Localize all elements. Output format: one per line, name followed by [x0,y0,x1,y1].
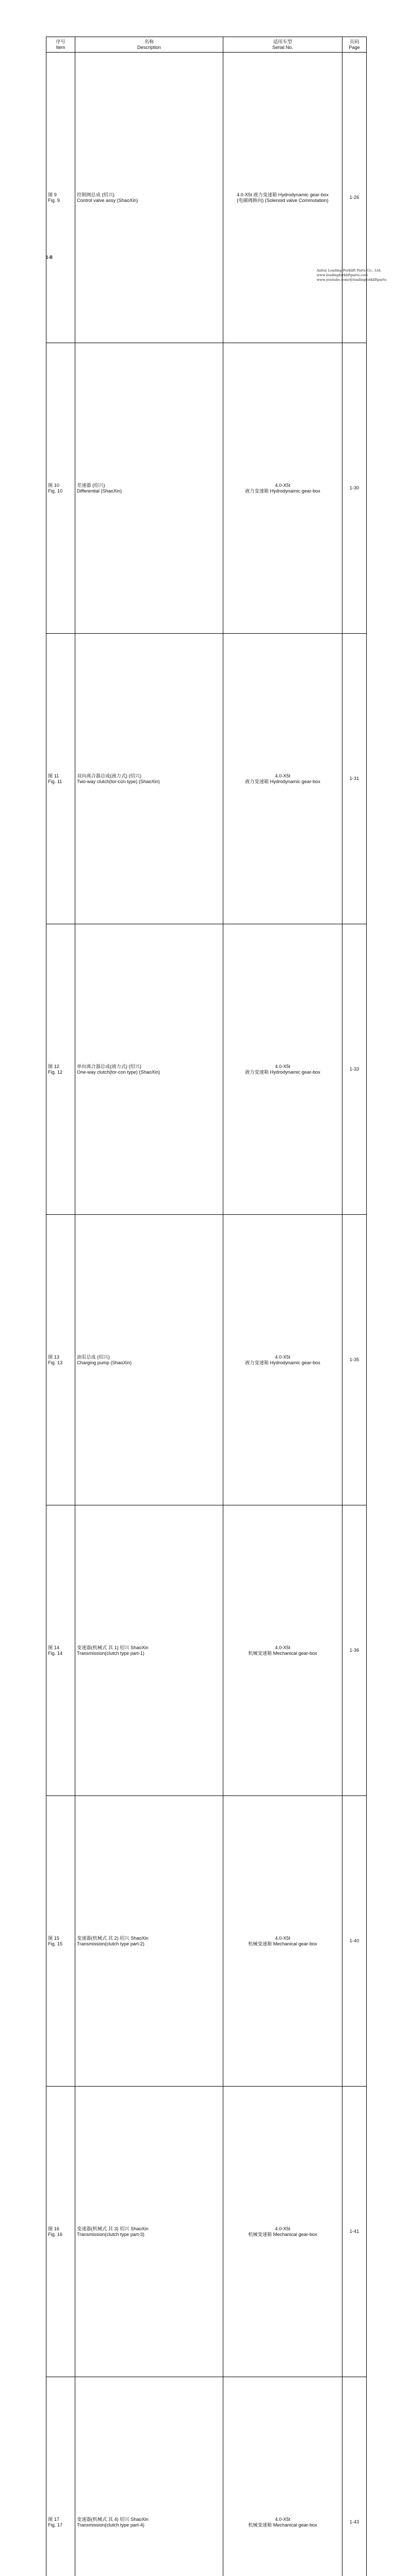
serial-line-1: 4.0-X5t [225,1936,340,1941]
description-cell [75,1796,223,2087]
serial-line-1: 4.0-X5t [225,1064,340,1070]
page-cell [342,343,367,634]
item-cell [46,924,75,1215]
page-cell [342,1796,367,2087]
item-cn: 图 10 [48,483,73,488]
page-number: 1-40 [344,1938,365,1944]
description-cn: 单向离合器总成(液力式) (绍兴) [77,1064,221,1070]
page-cell [342,2087,367,2377]
serial-line-1: 4.0-X5t [225,1645,340,1651]
serial-line-2: 液力变速箱 Hydrodynamic gear-box [225,1070,340,1075]
header-page: 页码 Page [342,37,367,53]
description-cn: 变速器(机械式 其 2) 绍兴 ShaoXin [77,1936,221,1941]
description-en: Transmission(clutch type part-1) [77,1651,221,1656]
company-name: Anhui Loading Forklift Parts Co., Ltd. [317,268,386,273]
serial-line-1: 4.0-X5t [225,773,340,779]
description-cell [75,1505,223,1796]
table-row [46,2377,367,2576]
description-en: Charging pump (ShaoXin) [77,1360,221,1366]
item-cell [46,1215,75,1505]
company-info [317,268,386,282]
item-cn: 图 11 [48,773,73,779]
description-en: Transmission(clutch type part-4) [77,2522,221,2528]
serial-line-2: 液力变速箱 Hydrodynamic gear-box [225,779,340,785]
parts-index-table [46,37,367,2576]
company-youtube: www.youtube.com/@loadingforkliftparts [317,278,386,282]
item-cell [46,634,75,924]
page-cell [342,1505,367,1796]
description-cn: 变速器(机械式 其 3) 绍兴 ShaoXin [77,2226,221,2232]
serial-line-1: 4.0-X5t 液力变速箱 Hydrodynamic gear-box [225,192,340,198]
description-cell [75,1215,223,1505]
header-description: 名称 Description [75,37,223,53]
item-cell [46,2377,75,2576]
serial-line-2: 机械变速箱 Mechanical gear-box [225,1941,340,1947]
header-item: 序号 Item [46,37,75,53]
item-en: Fig. 17 [48,2522,73,2528]
item-cell [46,1505,75,1796]
page-cell [342,634,367,924]
serial-cell [223,2377,342,2576]
table-row [46,53,367,343]
item-cell [46,2087,75,2377]
item-cn: 图 17 [48,2517,73,2522]
description-cn: 油泵总成 (绍兴) [77,1354,221,1360]
item-cell [46,53,75,343]
page-number: 1-35 [344,1357,365,1363]
item-en: Fig. 10 [48,488,73,494]
page-number: 1-31 [344,776,365,782]
page-cell [342,2377,367,2576]
table-row [46,2087,367,2377]
page-code: 1-B [46,255,53,260]
table-row [46,343,367,634]
item-cn: 图 14 [48,1645,73,1651]
table-row [46,634,367,924]
item-cn: 图 12 [48,1064,73,1070]
serial-line-2: 液力变速箱 Hydrodynamic gear-box [225,1360,340,1366]
item-en: Fig. 11 [48,779,73,785]
table-row [46,1215,367,1505]
description-cell [75,924,223,1215]
company-website: www.loadingforkliftparts.com [317,273,386,278]
page-number: 1-43 [344,2519,365,2525]
item-en: Fig. 9 [48,198,73,204]
description-cell [75,2377,223,2576]
description-en: One-way clutch(tor-con type) (ShaoXin) [77,1070,221,1075]
serial-line-1: 4.0-X5t [225,2517,340,2522]
header-serial: 适用车型 Serial No. [223,37,342,53]
description-cell [75,634,223,924]
table-row [46,924,367,1215]
description-en: Transmission(clutch type part-2) [77,1941,221,1947]
table-row [46,1796,367,2087]
page-number: 1-36 [344,1648,365,1653]
item-en: Fig. 13 [48,1360,73,1366]
description-en: Transmission(clutch type part-3) [77,2232,221,2238]
page-number: 1-30 [344,485,365,491]
description-cn: 双向离合器总成(液力式) (绍兴) [77,773,221,779]
item-cn: 图 16 [48,2226,73,2232]
serial-line-1: 4.0-X5t [225,2226,340,2232]
serial-cell [223,634,342,924]
serial-cell [223,2087,342,2377]
description-cn: 变速器(机械式 其 4) 绍兴 ShaoXin [77,2517,221,2522]
serial-line-2: 机械变速箱 Mechanical gear-box [225,1651,340,1656]
description-en: Differential (ShaoXin) [77,488,221,494]
description-cell [75,343,223,634]
description-cn: 变速器(机械式 其 1) 绍兴 ShaoXin [77,1645,221,1651]
serial-cell [223,1215,342,1505]
description-cn: 控制阀总成 (绍兴) [77,192,221,198]
item-cn: 图 15 [48,1936,73,1941]
item-en: Fig. 12 [48,1070,73,1075]
serial-cell [223,343,342,634]
page-cell [342,924,367,1215]
serial-line-1: 4.0-X5t [225,483,340,488]
catalog-page [0,0,409,289]
item-cell [46,1796,75,2087]
page-number: 1-41 [344,2229,365,2234]
serial-line-1: 4.0-X5t [225,1354,340,1360]
description-cn: 差速器 (绍兴) [77,483,221,488]
description-en: Two-way clutch(tor-con type) (ShaoXin) [77,779,221,785]
table-row [46,1505,367,1796]
item-en: Fig. 15 [48,1941,73,1947]
page-cell [342,53,367,343]
page-cell [342,1215,367,1505]
serial-line-2: 液力变速箱 Hydrodynamic gear-box [225,488,340,494]
serial-line-2: (电磁阀换向) (Solenoid valve Commutation) [225,198,340,204]
description-cell [75,2087,223,2377]
page-number: 1-26 [344,195,365,200]
serial-line-2: 机械变速箱 Mechanical gear-box [225,2232,340,2238]
serial-cell [223,53,342,343]
serial-line-2: 机械变速箱 Mechanical gear-box [225,2522,340,2528]
item-en: Fig. 16 [48,2232,73,2238]
serial-cell [223,924,342,1215]
page-number: 1-33 [344,1066,365,1072]
item-cn: 图 13 [48,1354,73,1360]
description-en: Control valve assy (ShaoXin) [77,198,221,204]
item-en: Fig. 14 [48,1651,73,1656]
description-cell [75,53,223,343]
serial-cell [223,1505,342,1796]
item-cn: 图 9 [48,192,73,198]
table-header-row [46,37,367,53]
item-cell [46,343,75,634]
serial-cell [223,1796,342,2087]
